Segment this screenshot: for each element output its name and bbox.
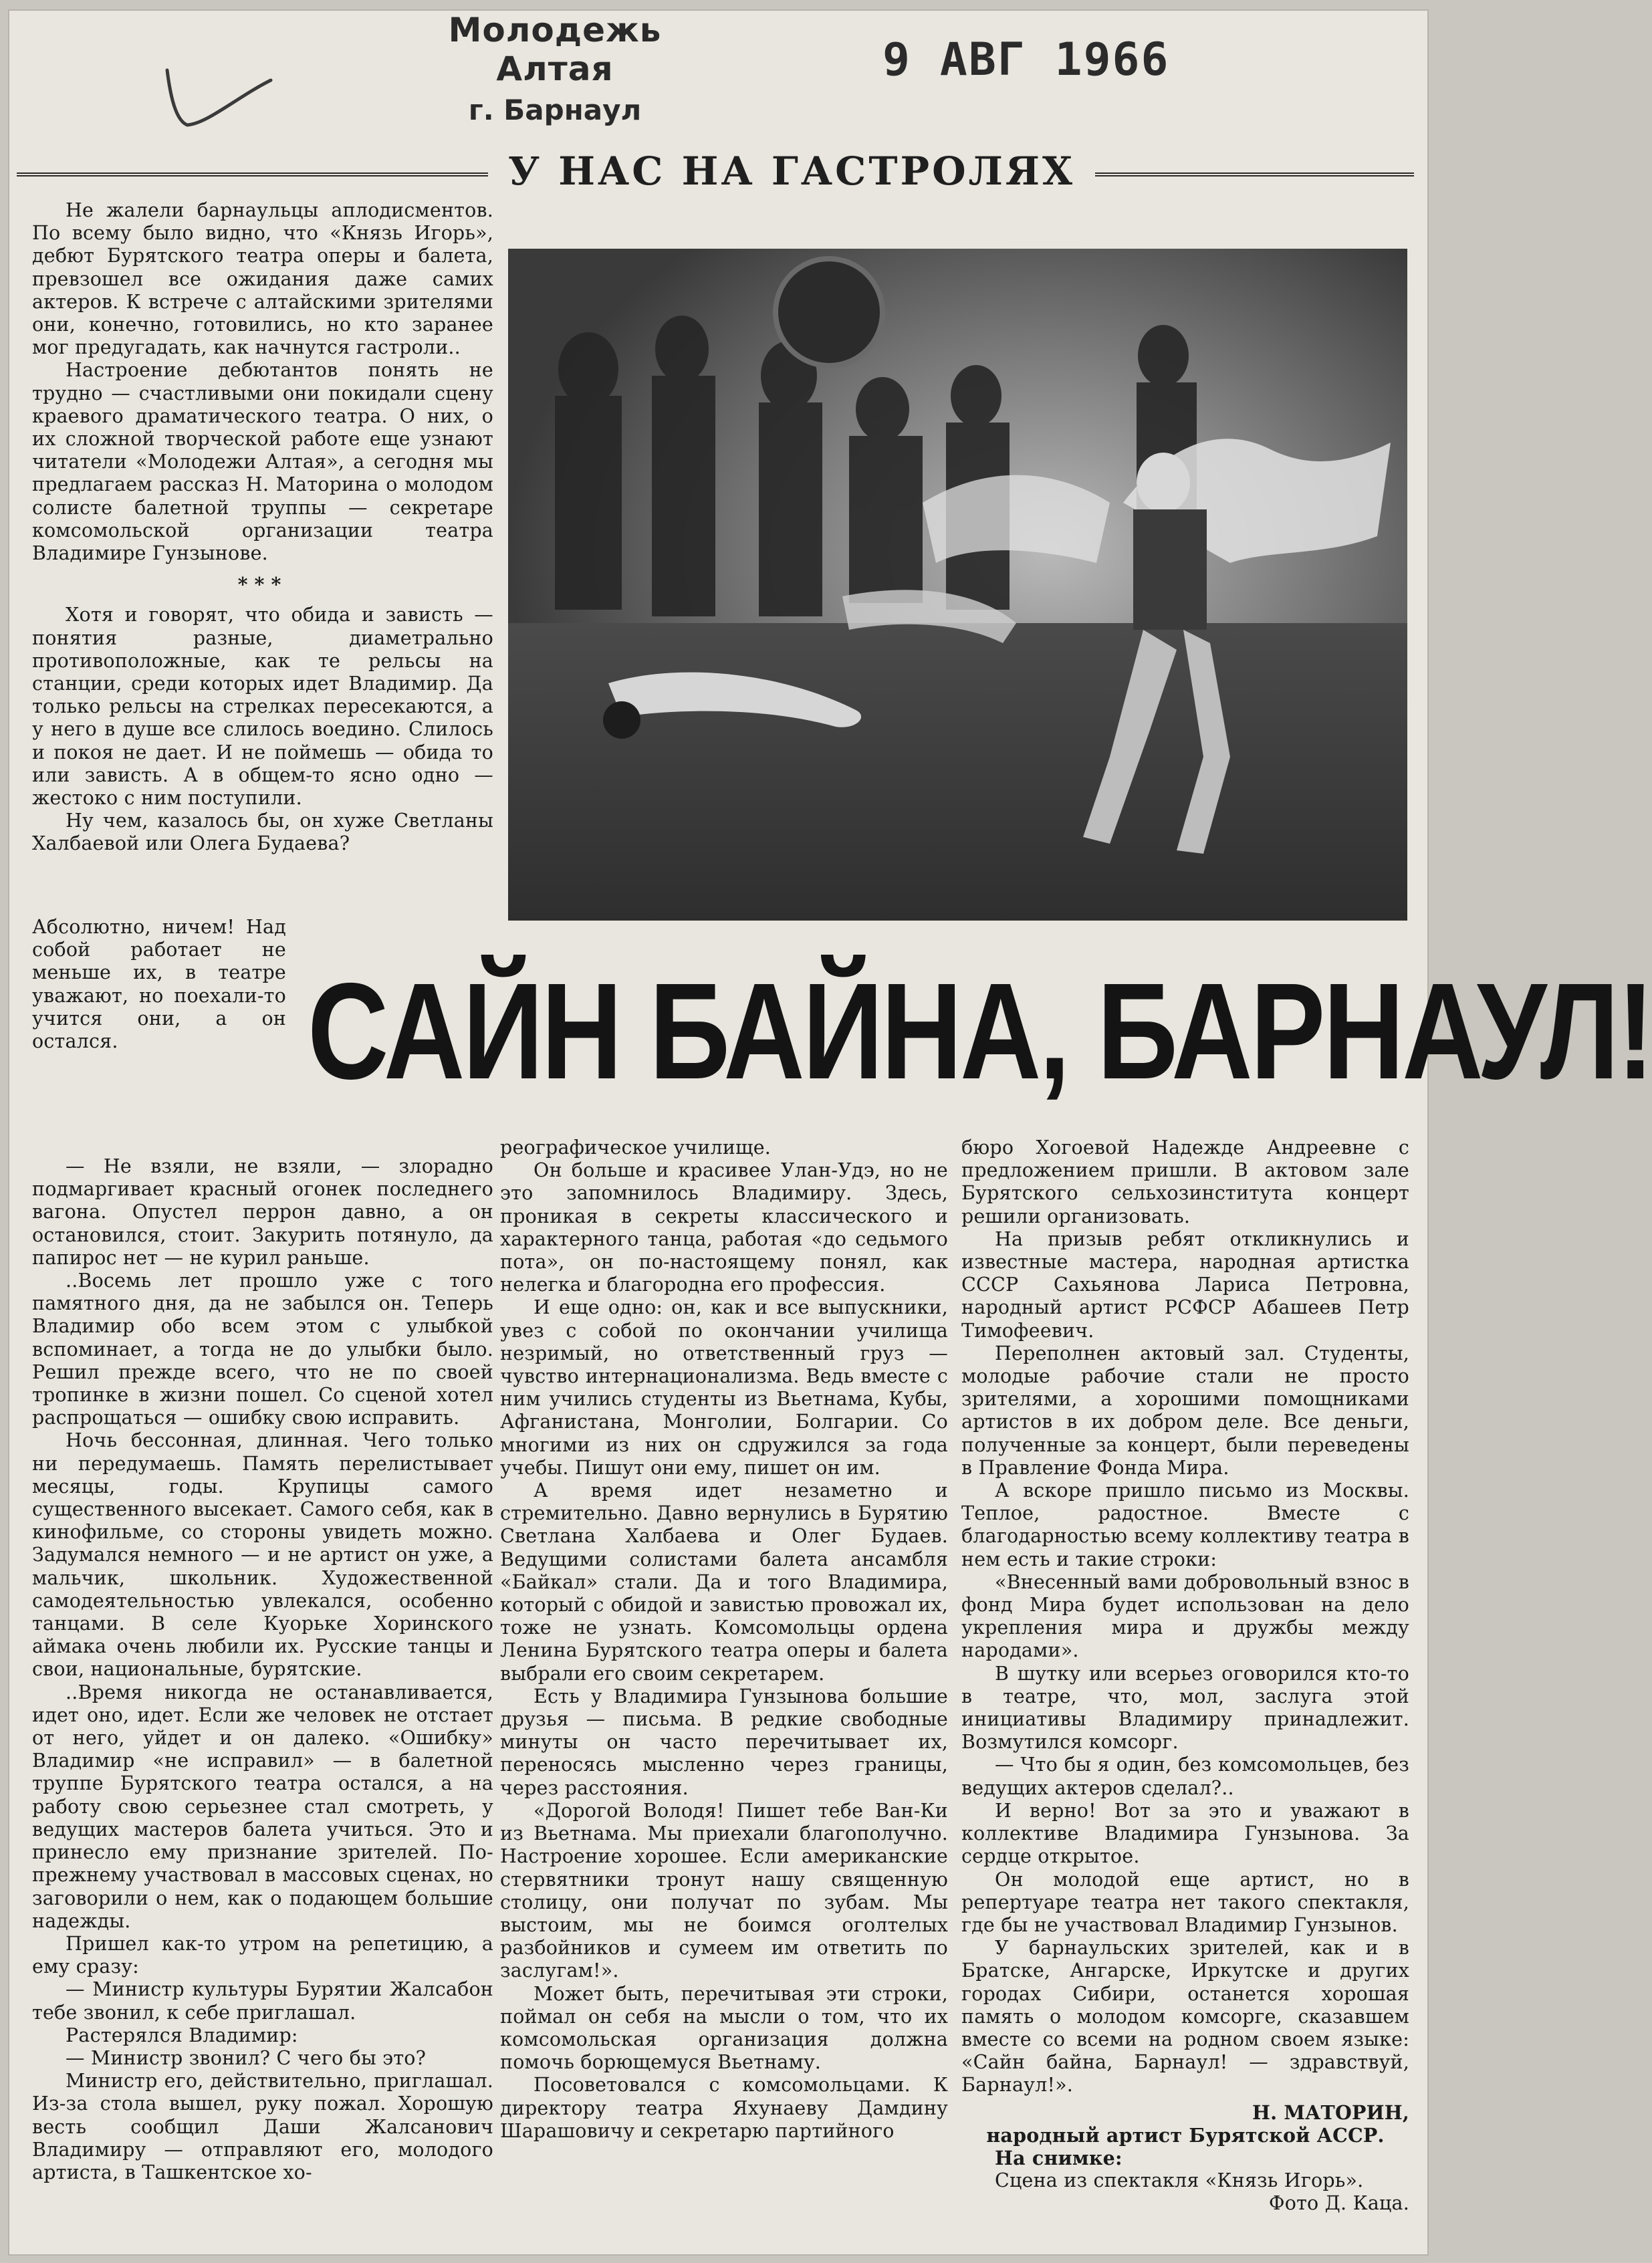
article-paragraph: реографическое училище. <box>500 1137 772 1159</box>
article-paragraph: «Внесенный вами добровольный взнос в фонд Мира будет использован на дело укрепления мира и дружбы между народами». <box>961 1570 1409 1662</box>
city-name: г. Барнаул <box>468 94 642 126</box>
check-mark-icon <box>157 50 277 137</box>
article-paragraph: Ну чем, казалось бы, он хуже Светланы Халбаевой или Олега Будаева? <box>32 810 493 855</box>
intro-paragraph: Настроение дебютантов понять не трудно — счастливыми они покидали сцену краевого драматического театра. О них, о их сложной творческой работе еще узнают читатели «Молодежи Алтая», а сегодня мы предлагаем рассказ Н. Маторина о молодом солисте балетной труппы — секретаре комсомольской организации театра Владимире Гунзынове. <box>32 359 493 565</box>
article-paragraph: Он больше и красивее Улан-Удэ, но не это запомнилось Владимиру. Здесь, проникая в секреты классического и характерного танца, работая «до седьмого пота», он по-настоящему понял, как нелегка и благородна его профессия. <box>500 1159 948 1296</box>
article-paragraph: Может быть, перечитывая эти строки, поймал он себя на мысли о том, что их комсомольская организация должна помочь борющемуся Вьетнаму. <box>500 1982 948 2074</box>
article-paragraph: «Дорогой Володя! Пишет тебе Ван-Ки из Вьетнама. Мы приехали благополучно. Настроение хорошее. Если американские стервятники тронут нашу священную столицу, они получат по зубам. Мы выстоим, мы не боимся оголтелых разбойников и сумеем им ответить по заслугам!». <box>500 1799 948 1982</box>
article-paragraph: А время идет незаметно и стремительно. Давно вернулись в Бурятию Светлана Халбаева и Олег Будаев. Ведущими солистами балета ансамбля «Байкал» стали. Да и того Владимира, который с обидой и завистью провожал их, тоже не узнать. Комсомольцы ордена Ленина Бурятского театра оперы и балета выбрали его своим секретарем. <box>500 1479 948 1685</box>
article-paragraph: У барнаульских зрителей, как и в Братске, Ангарске, Иркутске и других городах Сибири, останется хорошая память о молодом комсорге, сказавшем вместе со всеми на родном своем языке: «Сайн байна, Барнаул! — здравствуй, Барнаул!». <box>961 1937 1409 2097</box>
article-paragraph: Абсолютно, ничем! Над собой работает не меньше их, в театре уважают, но поехали-то учится они, а он остался. <box>32 916 286 1053</box>
scene-photo <box>508 249 1407 921</box>
photo-credit: Фото Д. Каца. <box>1268 2192 1409 2215</box>
article-column-1 <box>32 1155 493 2184</box>
article-paragraph: В шутку или всерьез оговорился кто-то в театре, что, мол, заслуга этой инициативы Владимиру принадлежит. Возмутился комсорг. <box>961 1662 1409 1754</box>
author-title: народный артист Бурятской АССР. <box>986 2123 1385 2147</box>
headline: САЙН БАЙНА, БАРНАУЛ! <box>308 955 1652 1108</box>
masthead <box>428 11 682 126</box>
article-paragraph: Пришел как-то утром на репетицию, а ему сразу: <box>32 1932 493 1978</box>
article-paragraph: Он молодой еще артист, но в репертуаре театра нет такого спектакля, где бы не участвовал Владимир Гунзынов. <box>961 1868 1409 1936</box>
section-title: У НАС НА ГАСТРОЛЯХ <box>488 148 1095 194</box>
article-paragraph: ..Время никогда не останавливается, идет оно, идет. Если же человек не отстает от него, уйдет и он далеко. «Ошибку» Владимир «не исправил» — в балетной труппе Бурятского театра остался, а на работу свою серьезнее стал смотреть, у ведущих мастеров балета учиться. Это и принесло ему признание зрителей. По-прежнему участвовал в массовых сценах, но заговорили о нем, как о подающем большие надежды. <box>32 1681 493 1932</box>
date-stamp: 9 АВГ 1966 <box>882 33 1170 86</box>
article-paragraph: — Не взяли, не взяли, — злорадно подмаргивает красный огонек последнего вагона. Опустел перрон давно, а он остановился, стоит. Закурить потянуло, да папирос нет — не курил раньше. <box>32 1155 493 1269</box>
photo-caption: Сцена из спектакля «Князь Игорь». <box>995 2169 1364 2192</box>
article-paragraph: ..Восемь лет прошло уже с того памятного дня, да не забылся он. Теперь Владимир обо всем этом с улыбкой вспоминает, а тогда не до улыбки было. Решил прежде всего, что не по своей тропинке в жизни пошел. Со сценой хотел распрощаться — ошибку свою исправить. <box>32 1270 493 1429</box>
intro-column <box>32 199 493 856</box>
author-name: Н. МАТОРИН, <box>1252 2101 1409 2124</box>
article-paragraph: А вскоре пришло письмо из Москвы. Теплое, радостное. Вместе с благодарностью всему коллективу театра в нем есть и такие строки: <box>961 1479 1409 1570</box>
article-paragraph: — Министр культуры Бурятии Жалсабон тебе звонил, к себе приглашал. <box>32 1978 493 2024</box>
article-column-3 <box>961 1137 1409 2216</box>
article-paragraph: Хотя и говорят, что обида и зависть — понятия разные, диаметрально противоположные, как те рельсы на станции, среди которых идет Владимир. Да только рельсы на стрелках пересекаются, а у него в душе все слилось воедино. Слилось и покоя не дает. И не поймешь — обида то или зависть. А в общем-то ясно одно — жестоко с ним поступили. <box>32 604 493 810</box>
article-paragraph: Посоветовался с комсомольцами. К директору театра Яхунаеву Дамдину Шарашовичу и секретарю партийного <box>500 2074 948 2142</box>
intro-paragraph: Не жалели барнаульцы аплодисментов. По всему было видно, что «Князь Игорь», дебют Бурятского театра оперы и балета, превзошел все ожидания даже самих актеров. К встрече с алтайскими зрителями они, конечно, готовились, но кто заранее мог предугадать, как начнутся гастроли.. <box>32 199 493 359</box>
article-paragraph: Ночь бессонная, длинная. Чего только ни передумаешь. Память перелистывает месяцы, годы. Крупицы самого существенного высекает. Самого себя, как в кинофильме, со стороны увидеть можно. Задумался немного — и не артист он уже, а мальчик, школьник. Художественной самодеятельностью увлекался, особенно танцами. В селе Куорьке Хоринского аймака очень любили их. Русские танцы и свои, национальные, бурятские. <box>32 1429 493 1681</box>
article-paragraph: Растерялся Владимир: <box>66 2024 298 2046</box>
article-paragraph: бюро Хогоевой Надежде Андреевне с предложением пришли. В актовом зале Бурятского сельхозинститута концерт решили организовать. <box>961 1137 1409 1227</box>
separator: *** <box>237 573 288 596</box>
article-paragraph: — Министр звонил? С чего бы это? <box>66 2046 427 2069</box>
caption-label: На снимке: <box>995 2146 1123 2169</box>
article-paragraph: Переполнен актовый зал. Студенты, молодые рабочие стали не просто зрителями, а хорошими помощниками артистов в их добром деле. Все деньги, полученные за концерт, были переведены в Правление Фонда Мира. <box>961 1342 1409 1479</box>
article-paragraph: Министр его, действительно, приглашал. Из-за стола вышел, руку пожал. Хорошую весть сообщил Даши Жалсанович Владимиру — отправляют его, молодого артиста, в Ташкентское хо- <box>32 2070 493 2183</box>
article-paragraph: Есть у Владимира Гунзынова большие друзья — письма. В редкие свободные минуты он часто перечитывает их, переносясь мысленно через границы, через расстояния. <box>500 1685 948 1799</box>
article-paragraph: — Что бы я один, без комсомольцев, без ведущих актеров сделал?.. <box>961 1754 1409 1799</box>
article-column-2 <box>500 1137 948 2143</box>
narrow-column <box>32 916 286 1053</box>
article-paragraph: И еще одно: он, как и все выпускники, увез с собой по окончании училища незримый, но ответственный груз — чувство интернационализма. Ведь вместе с ним учились студенты из Вьетнама, Кубы, Афганистана, Монголии, Болгарии. Со многими из них он сдружился за года учебы. Пишут они ему, пишет он им. <box>500 1296 948 1479</box>
newspaper-name: Молодежь Алтая <box>448 11 662 88</box>
article-paragraph: И верно! Вот за это и уважают в коллективе Владимира Гунзынова. За сердце открытое. <box>961 1799 1409 1868</box>
article-paragraph: На призыв ребят откликнулись и известные мастера, народная артистка СССР Сахьянова Лариса Петровна, народный артист РСФСР Абашеев Петр Тимофеевич. <box>961 1227 1409 1342</box>
